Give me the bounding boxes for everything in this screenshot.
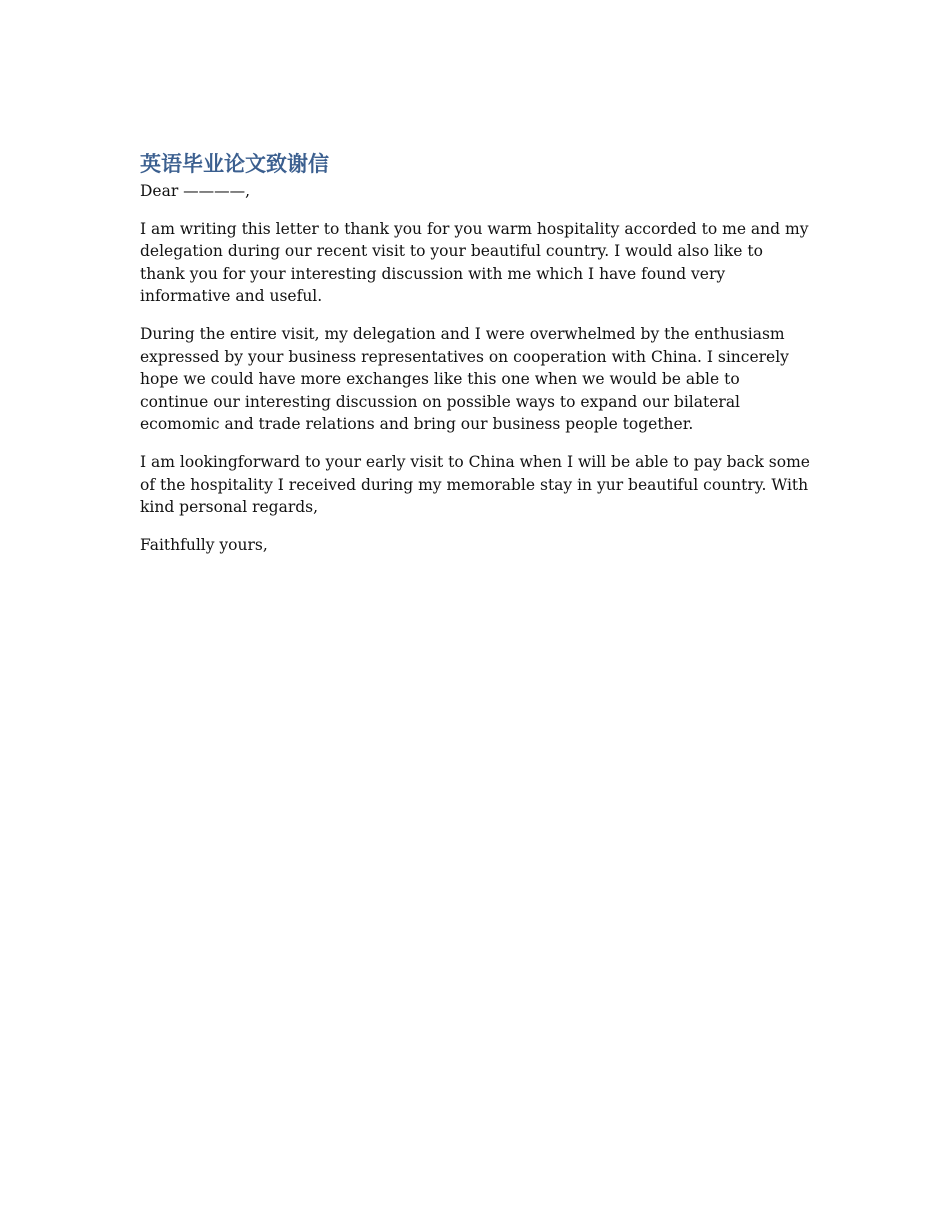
salutation: Dear ————, [140,182,251,200]
paragraph-thanks: I am writing this letter to thank you for you warm hospitality accorded to me and my delegation during our recent visit to your beautiful country. I would also like to thank you for your interesting discussion with me which I have found very informative and useful. [140,219,809,306]
paragraph-visit: During the entire visit, my delegation and I were overwhelmed by the enthusiasm expressed by your business representatives on cooperation with China. I sincerely hope we could have more exchanges like this one when we would be able to continue our interesting discussion on possible ways to expand our bilateral ecomomic and trade relations and bring our business people together. [140,324,789,434]
page-title: 英语毕业论文致谢信 [140,152,329,176]
paragraph-invitation: I am lookingforward to your early visit to China when I will be able to pay back some of the hospitality I received during my memorable stay in yur beautiful country. With kind personal regards, [140,452,810,517]
closing: Faithfully yours, [140,535,268,554]
letter-body [140,148,812,556]
